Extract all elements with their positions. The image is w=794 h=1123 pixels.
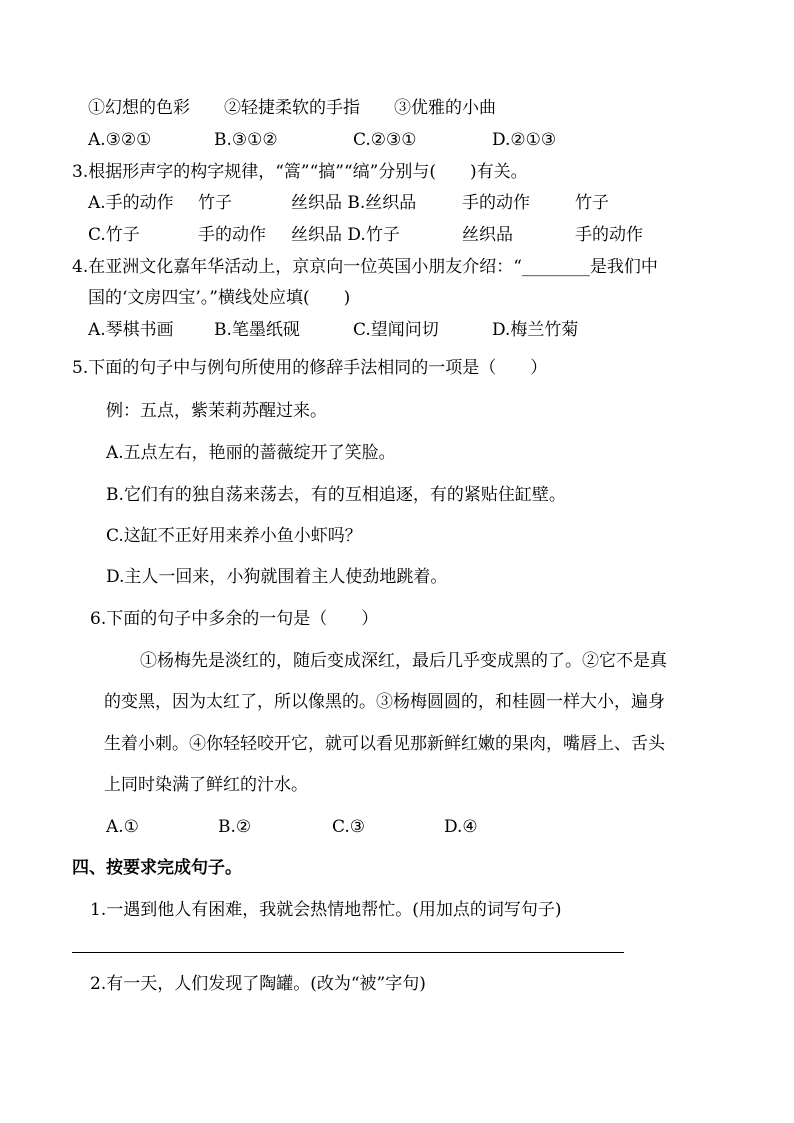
q4-stem-line-1: 4.在亚洲文化嘉年华活动上，京京向一位英国小朋友介绍：“________是我们中	[72, 257, 658, 277]
q3-option-d-3: 手的动作	[575, 225, 643, 245]
q5-stem: 5.下面的句子中与例句所使用的修辞手法相同的一项是（ ）	[72, 358, 548, 378]
q3-option-b-3: 竹子	[575, 193, 609, 213]
q2-option-a: A.③②①	[88, 130, 152, 150]
q3-option-c-2: 手的动作	[198, 225, 266, 245]
q5-example: 例：五点，紫茉莉苏醒过来。	[106, 401, 327, 421]
q6-passage-line-3: 生着小刺。④你轻轻咬开它，就可以看见那新鲜红嫩的果肉，嘴唇上、舌头	[104, 734, 665, 754]
q4-option-a: A.琴棋书画	[88, 320, 174, 340]
q2-option-c: C.②③①	[353, 130, 417, 150]
q5-option-b: B.它们有的独自荡来荡去，有的互相追逐，有的紧贴住缸壁。	[106, 485, 566, 505]
q2-items: ①幻想的色彩 ②轻捷柔软的手指 ③优雅的小曲	[88, 98, 496, 118]
answer-line[interactable]	[72, 952, 624, 953]
q2-option-b: B.③①②	[214, 130, 278, 150]
q5-option-a: A.五点左右，艳丽的蔷薇绽开了笑脸。	[106, 443, 396, 463]
section-4-question-2: 2.有一天，人们发现了陶罐。(改为“被”字句)	[90, 974, 426, 994]
q3-option-b-2: 手的动作	[462, 193, 530, 213]
q6-passage-line-1: ①杨梅先是淡红的，随后变成深红，最后几乎变成黑的了。②它不是真	[140, 651, 667, 671]
q4-option-c: C.望闻问切	[353, 320, 439, 340]
q4-option-b: B.笔墨纸砚	[214, 320, 300, 340]
q6-option-b: B.②	[218, 817, 252, 837]
q2-option-d: D.②①③	[492, 130, 557, 150]
q4-stem-line-2: 国的‘文房四宝’。”横线处应填( )	[88, 288, 351, 308]
q3-option-a-3: 丝织品 B.丝织品	[291, 193, 417, 213]
q6-option-c: C.③	[332, 817, 366, 837]
q6-stem: 6.下面的句子中多余的一句是（ ）	[90, 609, 379, 629]
q3-stem: 3.根据形声字的构字规律，“篙”“搞”“缟”分别与( )有关。	[72, 162, 528, 182]
q5-option-d: D.主人一回来，小狗就围着主人使劲地跳着。	[106, 567, 448, 587]
q3-option-a-1: A.手的动作	[88, 193, 174, 213]
q3-option-d-2: 丝织品	[462, 225, 513, 245]
q6-option-d: D.④	[444, 817, 478, 837]
q6-passage-line-2: 的变黑，因为太红了，所以像黑的。③杨梅圆圆的，和桂圆一样大小，遍身	[104, 692, 665, 712]
section-4-title: 四、按要求完成句子。	[72, 858, 242, 878]
q5-option-c: C.这缸不正好用来养小鱼小虾吗？	[106, 526, 362, 546]
q4-option-d: D.梅兰竹菊	[492, 320, 579, 340]
q3-option-c-3: 丝织品 D.竹子	[291, 225, 400, 245]
q3-option-a-2: 竹子	[198, 193, 232, 213]
q6-option-a: A.①	[106, 817, 139, 837]
section-4-question-1: 1.一遇到他人有困难，我就会热情地帮忙。(用加点的词写句子)	[90, 900, 562, 920]
q6-passage-line-4: 上同时染满了鲜红的汁水。	[104, 775, 308, 795]
q3-option-c-1: C.竹子	[88, 225, 140, 245]
